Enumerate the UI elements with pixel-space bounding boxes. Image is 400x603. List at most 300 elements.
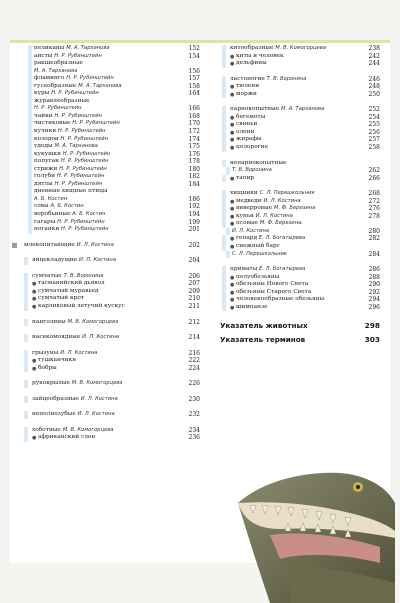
toc-entry-page[interactable]: 266 bbox=[368, 174, 380, 182]
toc-entry-text bbox=[230, 160, 286, 168]
toc-entry-page[interactable]: 262 bbox=[368, 167, 380, 175]
indent-bar bbox=[222, 121, 226, 129]
toc-entry-text bbox=[230, 266, 305, 274]
indent-bar bbox=[222, 243, 226, 251]
indent-bar bbox=[222, 144, 226, 152]
toc-entry-title: карликовый летучий кускус bbox=[38, 302, 125, 309]
toc-entry bbox=[22, 128, 200, 136]
toc-entry-text bbox=[34, 90, 99, 98]
toc-entry-text bbox=[38, 434, 95, 442]
indent-bar bbox=[24, 357, 28, 365]
toc-entry-page[interactable]: 206 bbox=[188, 272, 200, 280]
toc-entry-title: псовые bbox=[236, 220, 258, 227]
indent-bar bbox=[222, 129, 226, 137]
toc-entry bbox=[22, 45, 200, 53]
indent-bar bbox=[28, 158, 32, 166]
indent-bar bbox=[24, 365, 28, 373]
toc-entry bbox=[220, 136, 380, 144]
toc-entry bbox=[220, 167, 380, 175]
toc-entry-title: сумчатые bbox=[32, 272, 62, 279]
toc-entry-page[interactable]: 186 bbox=[188, 195, 200, 203]
toc-entry bbox=[220, 198, 380, 206]
toc-entry-text bbox=[34, 113, 102, 121]
indent-bar bbox=[24, 427, 28, 435]
toc-entry-page[interactable]: 232 bbox=[188, 411, 200, 419]
toc-entry-author: М. А. Тарханова bbox=[54, 143, 98, 150]
indent-bar bbox=[226, 167, 230, 175]
toc-entry-text bbox=[34, 196, 67, 204]
toc-entry-page[interactable]: 296 bbox=[368, 303, 380, 311]
indent-bar bbox=[222, 91, 226, 99]
toc-entry-text bbox=[38, 357, 76, 365]
indent-bar bbox=[24, 280, 28, 288]
toc-entry bbox=[22, 98, 200, 106]
toc-entry bbox=[22, 280, 200, 288]
toc-entry-page[interactable]: 170 bbox=[188, 120, 200, 128]
toc-entry-author: Т. В. Воронина bbox=[232, 167, 272, 174]
indent-bar bbox=[222, 213, 226, 221]
bullet-icon: ● bbox=[230, 274, 235, 281]
toc-entry-author: Н. Р. Рубинштейн bbox=[56, 173, 105, 180]
toc-entry-text bbox=[236, 198, 301, 206]
toc-entry-title: аисты bbox=[34, 52, 53, 59]
bullet-icon: ● bbox=[230, 114, 235, 121]
index-entry-page[interactable]: 303 bbox=[364, 335, 380, 345]
toc-entry bbox=[22, 226, 200, 234]
toc-entry-page[interactable]: 210 bbox=[188, 295, 200, 303]
toc-entry-page[interactable]: 280 bbox=[368, 227, 380, 235]
toc-entry-title: шимпанзе bbox=[236, 303, 268, 310]
indent-bar bbox=[222, 296, 226, 304]
toc-entry-page[interactable]: 284 bbox=[368, 250, 380, 258]
toc-entry bbox=[220, 121, 380, 129]
bullet-icon: ● bbox=[230, 304, 235, 311]
toc-entry-page[interactable]: 258 bbox=[368, 144, 380, 152]
toc-entry-text bbox=[38, 295, 84, 303]
toc-entry-author: Е. Л. Богатырева bbox=[258, 235, 306, 242]
toc-entry-title: ракшеобразные bbox=[34, 60, 83, 67]
toc-entry-page[interactable]: 268 bbox=[368, 190, 380, 198]
indent-bar bbox=[24, 273, 28, 281]
toc-entry-title: обезьяны Старого Света bbox=[236, 288, 312, 295]
toc-entry-page[interactable]: 175 bbox=[188, 143, 200, 151]
toc-entry-page[interactable]: 212 bbox=[188, 318, 200, 326]
indent-bar bbox=[222, 205, 226, 213]
toc-entry-author: Н. Р. Рубинштейн bbox=[59, 165, 107, 172]
toc-entry-text bbox=[236, 136, 262, 144]
toc-entry-title: фламинго bbox=[34, 75, 65, 82]
toc-entry-page[interactable]: 199 bbox=[188, 218, 200, 226]
toc-entry-text bbox=[236, 53, 284, 61]
toc-entry-title: парнокопытные bbox=[230, 106, 280, 113]
indent-bar bbox=[24, 303, 28, 311]
indent-bar bbox=[24, 288, 28, 296]
toc-entry-text bbox=[24, 242, 114, 250]
toc-entry-author: М. А. Тарханова bbox=[66, 45, 110, 51]
index-entry[interactable] bbox=[220, 333, 380, 347]
indent-bar bbox=[222, 160, 226, 168]
contents-page bbox=[10, 40, 390, 563]
toc-entry-author: И. Л. Костина bbox=[232, 227, 270, 234]
toc-entry-title: грызуны bbox=[32, 349, 59, 356]
toc-entry bbox=[22, 136, 200, 144]
toc-entry-page[interactable]: 226 bbox=[188, 380, 200, 388]
indent-bar bbox=[222, 289, 226, 297]
toc-entry bbox=[220, 220, 380, 228]
toc-entry bbox=[22, 203, 200, 211]
toc-entry-author: М. А. Тарханова bbox=[34, 67, 78, 74]
toc-entry-title: олени bbox=[236, 128, 255, 135]
toc-entry-author: И. Л. Костина bbox=[263, 197, 301, 204]
bullet-icon: ● bbox=[230, 289, 235, 296]
indent-bar bbox=[24, 319, 28, 327]
toc-entry-text bbox=[230, 106, 324, 114]
toc-entry-title: полорогие bbox=[236, 144, 269, 151]
indent-bar bbox=[222, 76, 226, 84]
toc-entry bbox=[22, 365, 200, 373]
toc-entry-page[interactable]: 182 bbox=[188, 173, 200, 181]
indent-bar bbox=[24, 350, 28, 358]
toc-entry-author: С. Л. Перешкольник bbox=[259, 190, 315, 197]
bullet-icon: ● bbox=[230, 282, 235, 289]
toc-entry-text bbox=[38, 288, 99, 296]
toc-entry-page[interactable]: 216 bbox=[188, 349, 200, 357]
indent-bar bbox=[28, 45, 32, 53]
toc-entry-title: дельфины bbox=[236, 60, 267, 67]
indent-bar bbox=[28, 173, 32, 181]
toc-entry-author: М. В. Комогорцева bbox=[275, 45, 326, 51]
toc-entry bbox=[220, 45, 380, 53]
toc-entry bbox=[220, 76, 380, 84]
toc-entry bbox=[22, 334, 200, 342]
toc-entry-title: куньи bbox=[236, 212, 254, 219]
toc-entry-title: сумчатый муравьед bbox=[38, 287, 99, 294]
toc-entry-text bbox=[236, 175, 254, 183]
toc-entry-title: моржи bbox=[236, 90, 257, 97]
bullet-icon: ● bbox=[230, 244, 235, 251]
toc-entry-text bbox=[236, 91, 257, 99]
indent-bar bbox=[222, 60, 226, 68]
bullet-icon: ● bbox=[32, 435, 37, 442]
toc-entry-page[interactable]: 158 bbox=[188, 82, 200, 90]
bullet-icon: ● bbox=[230, 236, 235, 243]
toc-entry-page[interactable]: 272 bbox=[368, 197, 380, 205]
toc-entry bbox=[220, 213, 380, 221]
toc-entry-author: М. В. Комогорцева bbox=[62, 426, 114, 433]
toc-entry bbox=[22, 188, 200, 196]
toc-entry-page[interactable]: 184 bbox=[188, 180, 200, 188]
toc-entry-title: непарнокопытные bbox=[230, 159, 287, 166]
toc-entry-author: Н. Р. Рубинштейн bbox=[66, 75, 114, 82]
toc-entry bbox=[22, 53, 200, 61]
indent-bar bbox=[24, 434, 28, 442]
toc-entry-text bbox=[236, 304, 268, 312]
toc-entry-title: хоботные bbox=[32, 426, 61, 433]
toc-entry-page[interactable]: 230 bbox=[188, 395, 200, 403]
toc-entry-page[interactable]: 257 bbox=[368, 136, 380, 144]
indent-bar bbox=[28, 181, 32, 189]
toc-entry-page[interactable]: 278 bbox=[368, 212, 380, 220]
toc-entry-page[interactable]: 164 bbox=[188, 90, 200, 98]
toc-entry-title: пеликаны bbox=[34, 45, 65, 51]
toc-entry-author: Н. Р. Рубинштейн bbox=[72, 120, 120, 127]
toc-entry-page[interactable]: 211 bbox=[188, 302, 200, 310]
toc-entry-title: журавлеобразные bbox=[34, 97, 90, 104]
toc-entry-title: поганки bbox=[34, 226, 60, 233]
toc-entry bbox=[22, 350, 200, 358]
index-entry[interactable] bbox=[220, 319, 380, 333]
toc-entry-page[interactable]: 282 bbox=[368, 235, 380, 243]
index-entry-page[interactable]: 298 bbox=[364, 321, 380, 331]
toc-entry-page[interactable]: 294 bbox=[368, 296, 380, 304]
toc-entry-page[interactable]: 292 bbox=[368, 288, 380, 296]
toc-entry-page[interactable]: 286 bbox=[368, 266, 380, 274]
toc-entry-author: М. Ф. Березина bbox=[273, 205, 316, 212]
toc-entry-text bbox=[32, 350, 97, 358]
indent-bar bbox=[222, 190, 226, 198]
toc-entry-title: насекомоядные bbox=[32, 334, 81, 341]
toc-entry-text bbox=[38, 303, 125, 311]
toc-entry-page[interactable]: 222 bbox=[188, 357, 200, 365]
indent-bar bbox=[28, 219, 32, 227]
toc-entry-page[interactable]: 255 bbox=[368, 121, 380, 129]
toc-entry bbox=[22, 396, 200, 404]
bullet-icon: ● bbox=[230, 137, 235, 144]
toc-entry-page[interactable]: 290 bbox=[368, 281, 380, 289]
toc-entry-author: И. Л. Костина bbox=[60, 349, 98, 356]
toc-entry-title: полуобезьяны bbox=[236, 273, 280, 280]
indent-bar bbox=[222, 136, 226, 144]
toc-entry-text bbox=[236, 144, 268, 152]
toc-entry bbox=[22, 219, 200, 227]
toc-entry-page[interactable]: 242 bbox=[368, 52, 380, 60]
bullet-icon: ● bbox=[230, 175, 235, 182]
toc-entry-title: совы bbox=[34, 203, 49, 210]
toc-entry bbox=[22, 90, 200, 98]
toc-entry bbox=[220, 160, 380, 168]
toc-entry-page[interactable]: 204 bbox=[188, 257, 200, 265]
bullet-icon: ● bbox=[230, 213, 235, 220]
toc-entry-title: куры bbox=[34, 90, 50, 97]
toc-entry-page[interactable]: 180 bbox=[188, 165, 200, 173]
toc-entry-page[interactable]: 207 bbox=[188, 280, 200, 288]
toc-entry-title: человекообразные обезьяны bbox=[236, 296, 325, 303]
indent-bar bbox=[222, 198, 226, 206]
toc-entry bbox=[220, 296, 380, 304]
toc-entry bbox=[22, 411, 200, 419]
toc-entry-title: кукушки bbox=[34, 150, 61, 157]
toc-entry-text bbox=[32, 319, 118, 327]
toc-entry-author: М. А. Тарханова bbox=[280, 106, 325, 113]
toc-entry-page[interactable]: 192 bbox=[188, 203, 200, 211]
bullet-icon: ● bbox=[32, 358, 37, 365]
toc-entry-page[interactable]: 224 bbox=[188, 364, 200, 372]
toc-entry-page[interactable]: 254 bbox=[368, 113, 380, 121]
toc-entry-text bbox=[32, 257, 116, 265]
bullet-icon: ● bbox=[230, 61, 235, 68]
toc-entry-text bbox=[236, 121, 257, 129]
toc-entry-page[interactable]: 288 bbox=[368, 273, 380, 281]
toc-entry bbox=[22, 181, 200, 189]
toc-entry bbox=[22, 242, 200, 250]
toc-entry bbox=[22, 357, 200, 365]
toc-entry-title: удоды bbox=[34, 143, 53, 150]
toc-entry-page[interactable]: 152 bbox=[188, 45, 200, 52]
toc-entry-text bbox=[34, 45, 110, 53]
indent-bar bbox=[28, 60, 32, 68]
toc-entry-page[interactable]: 172 bbox=[188, 128, 200, 136]
indent-bar bbox=[28, 136, 32, 144]
toc-entry-author: Н. Р. Рубинштейн bbox=[62, 150, 111, 157]
toc-entry-page[interactable]: 256 bbox=[368, 128, 380, 136]
bullet-icon: ● bbox=[32, 303, 37, 310]
indent-bar bbox=[222, 304, 226, 312]
toc-entry bbox=[22, 295, 200, 303]
toc-entry-text bbox=[38, 280, 105, 288]
toc-entry-page[interactable]: 250 bbox=[368, 90, 380, 98]
indent-bar bbox=[24, 257, 28, 265]
bullet-icon: ● bbox=[230, 297, 235, 304]
toc-entry-page[interactable]: 166 bbox=[188, 105, 200, 113]
indent-bar bbox=[24, 334, 28, 342]
toc-entry-title: стрижи bbox=[34, 165, 58, 172]
toc-entry bbox=[22, 273, 200, 281]
contents-left-column bbox=[22, 45, 200, 442]
toc-entry-text bbox=[230, 76, 306, 84]
index-entry-title: Указатель животных bbox=[220, 321, 308, 331]
toc-entry-title: медведи bbox=[236, 197, 262, 204]
toc-entry-page[interactable]: 174 bbox=[188, 135, 200, 143]
toc-entry bbox=[22, 83, 200, 91]
indent-bar bbox=[28, 105, 32, 113]
toc-entry-author: И. Л. Костина bbox=[76, 241, 114, 248]
bullet-icon: ● bbox=[32, 365, 37, 372]
toc-entry-page[interactable]: 178 bbox=[188, 158, 200, 166]
indent-bar bbox=[222, 281, 226, 289]
toc-entry-title: тушканчики bbox=[38, 357, 77, 364]
toc-entry-page[interactable]: 234 bbox=[188, 426, 200, 434]
indent-bar bbox=[28, 120, 32, 128]
indent-bar bbox=[222, 45, 226, 53]
toc-entry-page[interactable]: 238 bbox=[368, 45, 380, 52]
toc-entry bbox=[22, 113, 200, 121]
toc-entry bbox=[220, 53, 380, 61]
toc-entry-author: Н. Р. Рубинштейн bbox=[60, 158, 109, 165]
toc-entry-title: рукокрылые bbox=[32, 380, 70, 387]
toc-entry-text bbox=[34, 60, 83, 68]
indent-bar bbox=[222, 175, 226, 183]
indent-bar bbox=[24, 380, 28, 388]
toc-entry-page[interactable]: 252 bbox=[368, 106, 380, 114]
toc-entry-author: М. Ф. Березина, bbox=[259, 220, 303, 227]
indent-bar bbox=[24, 411, 28, 419]
indent-bar bbox=[222, 106, 226, 114]
toc-entry-title: зайцеобразные bbox=[32, 395, 79, 402]
indent-bar bbox=[28, 143, 32, 151]
toc-entry-text bbox=[34, 226, 109, 234]
toc-entry-page[interactable]: 194 bbox=[188, 211, 200, 219]
toc-entry-title: ластоногие bbox=[230, 75, 265, 82]
toc-entry-page[interactable]: 202 bbox=[188, 241, 200, 249]
toc-entry-author: И. Л. Костина bbox=[82, 334, 120, 341]
toc-entry-title: китообразные bbox=[230, 45, 274, 51]
toc-entry-author: Н. Р. Рубинштейн bbox=[54, 112, 102, 119]
toc-entry-page[interactable]: 209 bbox=[188, 287, 200, 295]
toc-entry-page[interactable]: 248 bbox=[368, 83, 380, 91]
toc-entry-page[interactable]: 214 bbox=[188, 334, 200, 342]
toc-entry-text bbox=[34, 120, 120, 128]
toc-entry-author: Н. Р. Рубинштейн bbox=[54, 180, 103, 187]
indent-bar bbox=[28, 203, 32, 211]
toc-entry-page[interactable]: 168 bbox=[188, 112, 200, 120]
toc-entry-author: Н. Р. Рубинштейн bbox=[61, 226, 109, 233]
toc-entry-page[interactable]: 276 bbox=[368, 205, 380, 213]
toc-entry-author: М. В. Комогорцева bbox=[71, 380, 123, 387]
bullet-icon: ● bbox=[230, 221, 235, 228]
toc-entry-title: тапир bbox=[236, 174, 255, 181]
crocodile-illustration bbox=[230, 443, 400, 603]
toc-entry-page[interactable]: 201 bbox=[188, 226, 200, 234]
toc-entry-author: Н. Р. Рубинштейн bbox=[57, 128, 106, 135]
toc-entry bbox=[220, 205, 380, 213]
toc-entry-title: приматы bbox=[230, 266, 258, 273]
bullet-icon: ● bbox=[230, 91, 235, 98]
toc-entry bbox=[220, 190, 380, 198]
toc-entry-page[interactable]: 246 bbox=[368, 75, 380, 83]
toc-entry-page[interactable]: 244 bbox=[368, 60, 380, 68]
toc-entry-text bbox=[34, 128, 105, 136]
indent-bar bbox=[28, 68, 32, 76]
toc-entry-text bbox=[236, 114, 265, 122]
toc-entry bbox=[220, 228, 380, 236]
toc-entry-text bbox=[32, 411, 115, 419]
bullet-icon: ● bbox=[32, 281, 37, 288]
toc-entry-text bbox=[38, 365, 57, 373]
toc-entry-author: Т. В. Воронина bbox=[266, 75, 307, 82]
toc-entry-text bbox=[232, 167, 272, 175]
indent-bar bbox=[28, 75, 32, 83]
toc-entry-text bbox=[32, 380, 123, 388]
toc-entry-text bbox=[236, 83, 259, 91]
toc-entry-page[interactable]: 236 bbox=[188, 434, 200, 442]
toc-entry bbox=[22, 173, 200, 181]
indent-bar bbox=[222, 53, 226, 61]
toc-entry-title: дятлы bbox=[34, 180, 53, 187]
indent-bar bbox=[222, 114, 226, 122]
toc-entry-title: кулики bbox=[34, 128, 57, 135]
toc-entry-text bbox=[34, 158, 108, 166]
toc-entry-text bbox=[236, 235, 305, 243]
indent-bar bbox=[222, 235, 226, 243]
toc-entry-title: киты и человек bbox=[236, 52, 284, 59]
toc-entry-page[interactable]: 154 bbox=[188, 52, 200, 60]
toc-entry-page[interactable]: 156 bbox=[188, 67, 200, 75]
indent-bar bbox=[24, 295, 28, 303]
toc-entry-page[interactable]: 157 bbox=[188, 75, 200, 83]
toc-entry-author: Н. Р. Рубинштейн bbox=[60, 135, 109, 142]
indent-bar bbox=[28, 98, 32, 106]
toc-entry-page[interactable]: 176 bbox=[188, 150, 200, 158]
toc-entry-text bbox=[34, 105, 82, 113]
toc-entry-author: А. Б. Костин bbox=[72, 211, 106, 218]
toc-entry bbox=[22, 75, 200, 83]
toc-entry-title: свиньи bbox=[236, 121, 258, 128]
toc-entry-author: Е. Л. Богатырева bbox=[259, 266, 306, 273]
toc-entry bbox=[22, 319, 200, 327]
toc-entry bbox=[220, 251, 380, 259]
index-entry-title: Указатель терминов bbox=[220, 335, 306, 345]
toc-entry-title: гепард bbox=[236, 235, 258, 242]
